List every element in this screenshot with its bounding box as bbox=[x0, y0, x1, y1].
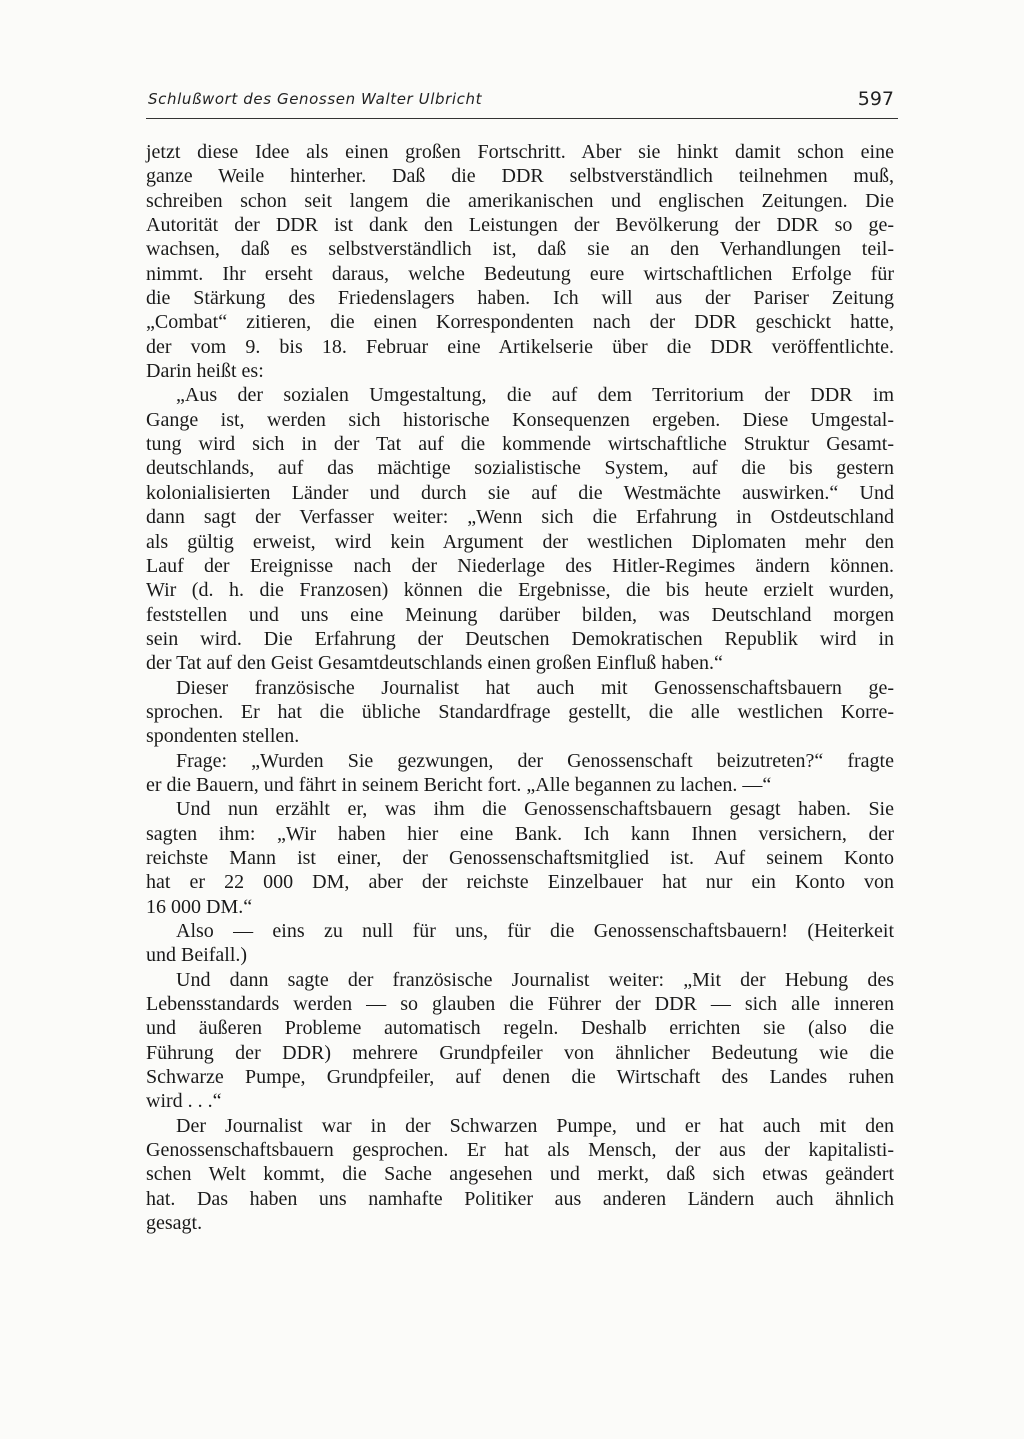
text-line: Lebensstandards werden — so glauben die Führer der DDR — sich alle inneren bbox=[146, 993, 894, 1016]
text-line: sagten ihm: „Wir haben hier eine Bank. Ich kann Ihnen versichern, der bbox=[146, 822, 894, 845]
text-line: Autorität der DDR ist dank den Leistungen der Bevölkerung der DDR so ge- bbox=[146, 214, 894, 237]
text-line: Und dann sagte der französische Journalist weiter: „Mit der Hebung des bbox=[176, 968, 894, 991]
text-line: jetzt diese Idee als einen großen Fortschritt. Aber sie hinkt damit schon eine bbox=[146, 141, 894, 163]
text-line: Schwarze Pumpe, Grundpfeiler, auf denen die Wirtschaft des Landes ruhen bbox=[146, 1066, 894, 1089]
text-line: Genossenschaftsbauern gesprochen. Er hat als Mensch, der aus der kapitalisti- bbox=[146, 1139, 894, 1162]
text-line: Darin heißt es: bbox=[146, 360, 264, 383]
text-line: gesagt. bbox=[146, 1212, 203, 1235]
text-line: wachsen, daß es selbstverständlich ist, daß sie an den Verhandlungen teil- bbox=[146, 238, 894, 261]
text-line: und Beifall.) bbox=[146, 944, 248, 967]
text-line: Führung der DDR) mehrere Grundpfeiler von ähnlicher Bedeutung wie die bbox=[146, 1041, 894, 1064]
text-line: „Combat“ zitieren, die einen Korrespondenten nach der DDR geschickt hatte, bbox=[146, 311, 894, 334]
text-line: Also — eins zu null für uns, für die Genossenschaftsbauern! (Heiterkeit bbox=[176, 920, 894, 942]
text-line: 16 000 DM.“ bbox=[146, 895, 253, 918]
text-line: wird . . .“ bbox=[146, 1090, 222, 1113]
text-line: er die Bauern, und fährt in seinem Bericht fort. „Alle begannen zu lachen. —“ bbox=[146, 773, 772, 796]
text-line: der vom 9. bis 18. Februar eine Artikelserie über die DDR veröffentlichte. bbox=[146, 335, 894, 358]
text-line: schreiben schon seit langem die amerikanischen und englischen Zeitungen. Die bbox=[146, 189, 894, 212]
text-line: die Stärkung des Friedenslagers haben. Ich will aus der Pariser Zeitung bbox=[146, 287, 894, 310]
text-line: ganze Weile hinterher. Daß die DDR selbstverständlich teilnehmen muß, bbox=[146, 165, 894, 188]
text-line: der Tat auf den Geist Gesamtdeutschlands einen großen Einfluß haben.“ bbox=[146, 652, 723, 675]
text-line: kolonialisierten Länder und durch sie auf die Westmächte auswirken.“ Und bbox=[146, 481, 894, 504]
text-line: tung wird sich in der Tat auf die kommende wirtschaftliche Struktur Gesamt- bbox=[146, 433, 894, 456]
text-line: sein wird. Die Erfahrung der Deutschen Demokratischen Republik wird in bbox=[146, 627, 894, 650]
text-line: reichste Mann ist einer, der Genossenschaftsmitglied ist. Auf seinem Konto bbox=[146, 846, 894, 869]
text-line: Wir (d. h. die Franzosen) können die Ergebnisse, die bis heute erzielt wurden, bbox=[146, 579, 894, 602]
text-line: hat er 22 000 DM, aber der reichste Einzelbauer hat nur ein Konto von bbox=[146, 871, 894, 894]
text-line: und äußeren Probleme automatisch regeln. Deshalb errichten sie (also die bbox=[146, 1017, 894, 1040]
text-line: „Aus der sozialen Umgestaltung, die auf dem Territorium der DDR im bbox=[176, 384, 894, 407]
text-line: als gültig erweist, wird kein Argument der westlichen Diplomaten mehr den bbox=[146, 530, 894, 553]
text-line: Der Journalist war in der Schwarzen Pumpe, und er hat auch mit den bbox=[176, 1114, 894, 1137]
text-line: Lauf der Ereignisse nach der Niederlage des Hitler-Regimes ändern können. bbox=[146, 554, 894, 577]
text-line: Gange ist, werden sich historische Konsequenzen ergeben. Diese Umgestal- bbox=[146, 408, 894, 431]
text-line: feststellen und uns eine Meinung darüber bilden, was Deutschland morgen bbox=[146, 603, 894, 626]
text-line: Dieser französische Journalist hat auch mit Genossenschaftsbauern ge- bbox=[176, 676, 894, 699]
text-line: spondenten stellen. bbox=[146, 725, 300, 748]
text-line: Und nun erzählt er, was ihm die Genossenschaftsbauern gesagt haben. Sie bbox=[176, 798, 894, 821]
text-line: hat. Das haben uns namhafte Politiker aus anderen Ländern auch ähnlich bbox=[146, 1187, 894, 1210]
running-head bbox=[148, 88, 898, 116]
text-line: Frage: „Wurden Sie gezwungen, der Genossenschaft beizutreten?“ fragte bbox=[176, 749, 894, 772]
text-line: nimmt. Ihr erseht daraus, welche Bedeutung eure wirtschaftlichen Erfolge für bbox=[146, 262, 894, 285]
header-rule bbox=[146, 118, 898, 119]
text-line: dann sagt der Verfasser weiter: „Wenn sich die Erfahrung in Ostdeutschland bbox=[146, 506, 894, 529]
body-text bbox=[146, 140, 894, 1235]
running-title: Schlußwort des Genossen Walter Ulbricht bbox=[148, 90, 483, 108]
text-line: schen Welt kommt, die Sache angesehen und merkt, daß sich etwas geändert bbox=[146, 1163, 894, 1186]
text-line: sprochen. Er hat die übliche Standardfrage gestellt, die alle westlichen Korre- bbox=[146, 700, 894, 723]
page-number: 597 bbox=[857, 88, 894, 110]
text-line: deutschlands, auf das mächtige sozialistische System, auf die bis gestern bbox=[146, 457, 894, 480]
